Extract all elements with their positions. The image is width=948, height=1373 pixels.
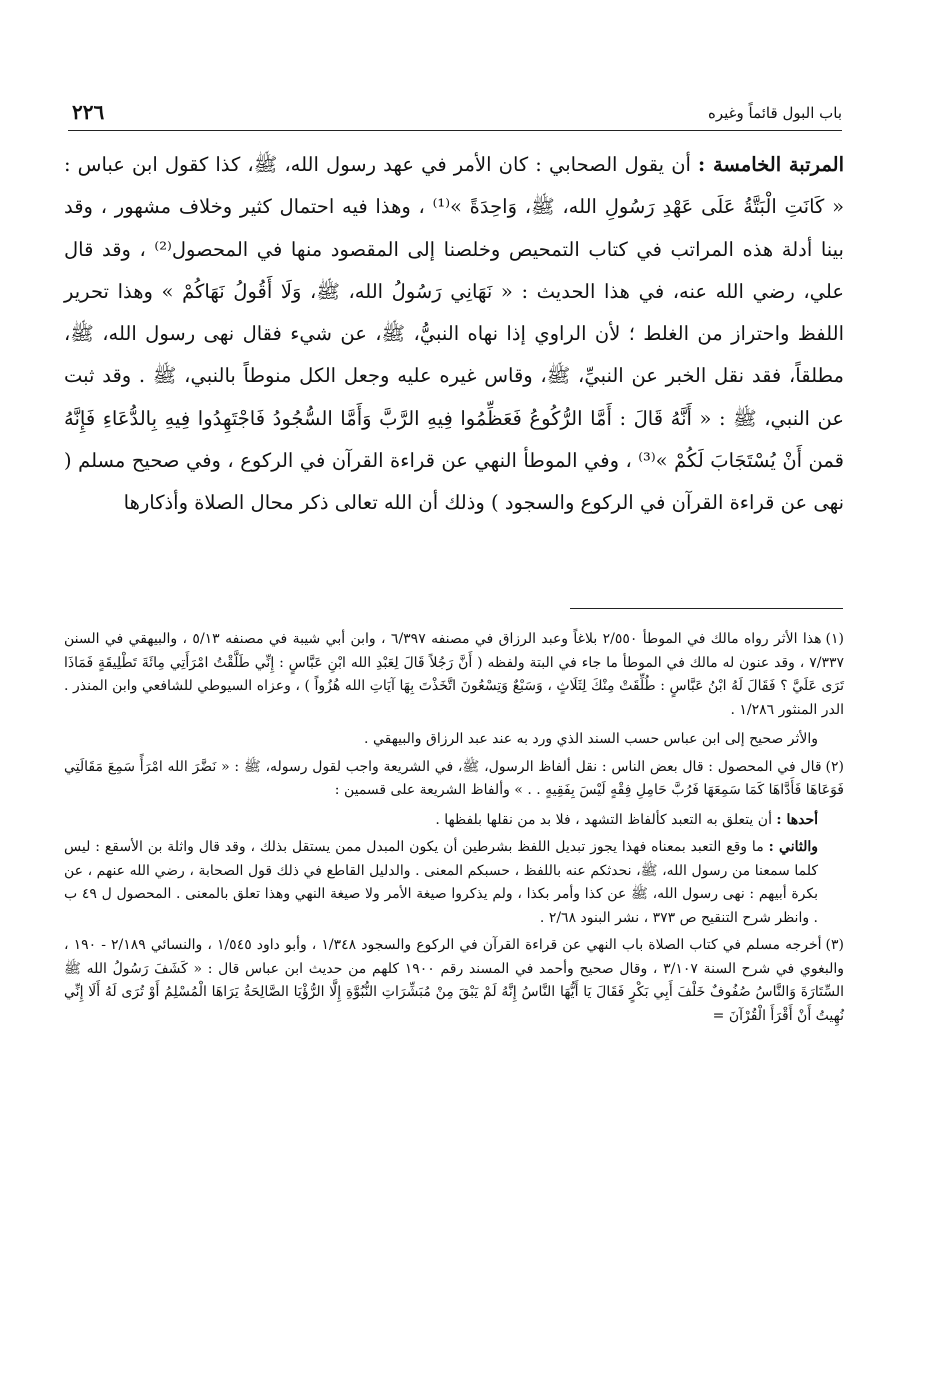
footnote-2 <box>64 756 844 803</box>
footnote-1 <box>64 628 844 722</box>
footnote-marker: (١) <box>825 631 845 647</box>
section-lead: المرتبة الخامسة : <box>698 153 844 176</box>
footnote-3 <box>64 934 844 1028</box>
footnote-label: والثاني : <box>768 839 819 855</box>
footnote-text: ما وقع التعبد بمعناه فهذا يجوز تبديل اللفظ بشرطين أن يكون المبدل ممن يستقل بذلك ، وقد قال واثلة بن الأسقع : ليس كلما سمعنا من رسول الله، ﷺ، نحدثكم عنه باللفظ ، حسبكم المعنى . والدليل القاطع في ذلك قول الصحابة ، رضي الله عنهم ، عن بكرة أبيهم : نهى رسول الله، ﷺ عن كذا وأمر بكذا ، ولم يذكروا صيغة الأمر ولا صيغة النهي وهذا تعلق بالمعنى . المحصول ل ٤٩ ب . وانظر شرح التنقيح ص ٣٧٣ ، نشر البنود ٢/٦٨ . <box>64 839 819 926</box>
footnotes <box>64 628 844 1034</box>
footnote-text: أخرجه مسلم في كتاب الصلاة باب النهي عن قراءة القرآن في الركوع والسجود ١/٣٤٨ ، وأبو داود ١/٥٤٥ ، والنسائي ٢/١٨٩ - ١٩٠ ، والبغوي في شرح السنة ٣/١٠٧ ، وقال صحيح وأحمد في المسند رقم ١٩٠٠ كلهم من حديث ابن عباس قال : « كَشَفَ رَسُولُ الله ﷺ السِّتَارَةَ وَالنَّاسُ صُفُوفٌ خَلْفَ أَبِي بَكْرٍ فَقَالَ يَا أَيُّهَا النَّاسُ إِنَّهُ لَمْ يَبْقَ مِنْ مُبَشِّرَاتِ النُّبُوَّةِ إِلَّا الرُّؤْيَا الصَّالِحَةُ يَرَاهَا الْمُسْلِمُ أَوْ تُرَى لَهُ أَلَا إِنِّي نُهِيتُ أَنْ أَقْرَأَ الْقُرْآنَ = <box>64 937 844 1024</box>
footnote-text: أن يتعلق به التعبد كألفاظ التشهد ، فلا بد من نقلها بلفظها . <box>435 811 777 828</box>
footnote-text: قال في المحصول : قال بعض الناس : نقل ألفاظ الرسول، ﷺ، في الشريعة واجب لقول رسوله، ﷺ : « نَضَّرَ الله امْرَأً سَمِعَ مَقَالَتِي فَوَعَاهَا فَأَدَّاهَا كَمَا سَمِعَهَا فَرُبَّ حَامِلِ فِقْهٍ لَيْسَ بِفَقِيهٍ . . » وألفاظ الشريعة على قسمين : <box>64 758 844 798</box>
footnote-2-second-type <box>64 836 818 930</box>
footnote-text: هذا الأثر رواه مالك في الموطأ ٢/٥٥٠ بلاغاً وعبد الرزاق في مصنفه ٦/٣٩٧ ، وابن أبي شيبة في مصنفه ٥/١٣ ، والبيهقي في السنن ٧/٣٣٧ ، وقد عنون له مالك في الموطأ ما جاء في البتة ولفظه ( أَنَّ رَجُلاً قَالَ لِعَبْدِ الله ابْنِ عَبَّاسٍ : إِنِّي طَلَّقْتُ امْرَأَتِي مِائَةَ تَطْلِيقَةٍ فَمَاذَا تَرَى عَلَيَّ ؟ فَقَالَ لَهُ ابْنُ عَبَّاسٍ : طُلِّقَتْ مِنْكَ لِثَلَاثٍ ، وَسَبْعٌ وَتِسْعُونَ اتَّخَذْتَ بِهَا آيَاتِ الله هُزُواً ) ، وعزاه السيوطي للشافعي وابن المنذر . الدر المنثور ١/٢٨٦ . <box>64 631 844 718</box>
footnote-label: أحدها : <box>776 811 818 828</box>
footnote-separator <box>570 608 843 609</box>
footnote-text: والأثر صحيح إلى ابن عباس حسب السند الذي ورد به عند عبد الرزاق والبيهقي . <box>364 731 818 747</box>
page-number: ٢٢٦ <box>72 100 105 124</box>
main-body-text: أن يقول الصحابي : كان الأمر في عهد رسول الله، ﷺ، كذا كقول ابن عباس : « كَانَتِ الْبَتَّةُ عَلَى عَهْدِ رَسُولِ الله، ﷺ، وَاحِدَةً »⁽¹⁾ ، وهذا فيه احتمال كثير وخلاف مشهور ، وقد بينا أدلة هذه المراتب في كتاب التمحيص وخلصنا إلى المقصود منها في المحصول⁽²⁾ ، وقد قال علي، رضي الله عنه، في هذا الحديث : « نَهَانِي رَسُولُ الله، ﷺ، وَلَا أَقُولُ نَهَاكُمْ » وهذا تحرير اللفظ واحتراز من الغلط ؛ لأن الراوي إذا نهاه النبيُّ، ﷺ، عن شيء فقال نهى رسول الله، ﷺ، مطلقاً، فقد نقل الخبر عن النبيِّ، ﷺ، وقاس غيره عليه وجعل الكل منوطاً بالنبي، ﷺ . وقد ثبت عن النبي، ﷺ : « أَنَّهُ قَالَ : أَمَّا الرُّكُوعُ فَعَظِّمُوا فِيهِ الرَّبَّ وَأَمَّا السُّجُودُ فَاجْتَهِدُوا فِيهِ بِالدُّعَاءِ فَإِنَّهُ قمن أَنْ يُسْتَجَابَ لَكُمْ »⁽³⁾ ، وفي الموطأ النهي عن قراءة القرآن في الركوع ، وفي صحيح مسلم ( نهى عن قراءة القرآن في الركوع والسجود ) وذلك أن الله تعالى ذكر محال الصلاة وأذكارها <box>64 153 844 515</box>
footnote-2-first-type <box>64 809 818 833</box>
footnote-1-continuation <box>64 728 818 752</box>
main-paragraph <box>64 144 844 525</box>
footnote-marker: (٣) <box>825 937 845 953</box>
running-title: باب البول قائماً وغيره <box>708 104 842 122</box>
page-header <box>68 96 842 131</box>
footnote-marker: (٢) <box>825 758 844 775</box>
